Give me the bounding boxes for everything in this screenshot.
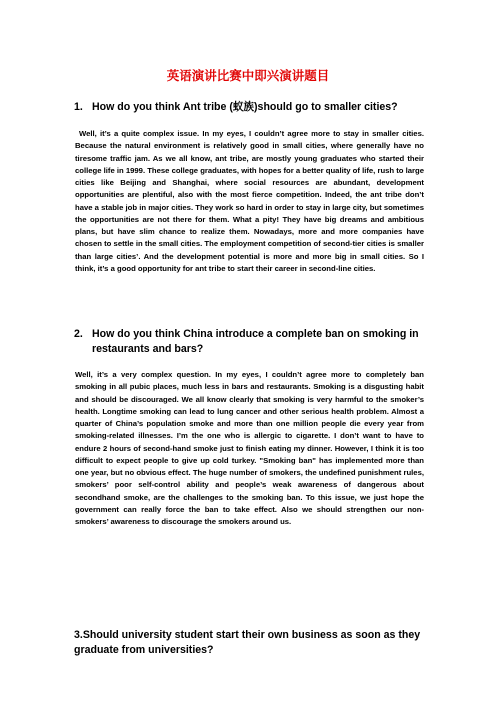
question-2-heading <box>74 327 430 357</box>
document-title: 英语演讲比赛中即兴演讲题目 <box>166 68 330 83</box>
answer-1-paragraph: Well, it’s a quite complex issue. In my eyes, I couldn’t agree more to stay in smaller cities. Because the natural environment is relatively good in small cities, where generally have no tiresome traffic jam. As we all know, ant tribe, are mostly young graduates who started their college life in 1999. These college graduates, with hopes for a better quality of life, rush to large cities like Beijing and Shanghai, where social resources are abundant, development opportunities are plentiful, also with the most fierce competition. Indeed, the ant tribe don’t have a stable job in major cities. They work so hard in order to stay in large city, but sometimes the opportunities are not there for them. What a pity! They have big dreams and ambitious plans, but have slim chance to realize them. Nowadays, more and more companies have chosen to settle in the small cities. The employment competition of second-tier cities is smaller than large cities’. And the development potential is more and more big in small cities. So I think, it’s a good opportunity for ant tribe to start their career in second-line cities. <box>75 129 425 273</box>
question-2-number: 2. <box>74 328 83 340</box>
question-1-text: How do you think Ant tribe (蚁族)should go to smaller cities? <box>92 101 398 113</box>
answer-2-paragraph: Well, it’s a very complex question. In my eyes, I couldn’t agree more to completely ban smoking in all pubic places, much less in bars and restaurants. Smoking is a disgusting habit and should be discouraged. We all know clearly that smoking is very harmful to the smoker’s health. Longtime smoking can lead to lung cancer and other serious health problem. Almost a quarter of China’s population smoke and more than one million people die every year from smoking-related illnesses. I’m the one who is allergic to cigarette. I don’t want to have to endure 2 hours of second-hand smoke just to finish eating my dinner. However, I think it is too difficult to expect people to give up cold turkey. "Smoking ban" has implemented more than one year, but no obvious effect. The huge number of smokers, the undefined punishment rules, smokers’ poor self-control ability and people’s weak awareness of dangerous about secondhand smoke, are the challenges to the smoking ban. To this issue, we just hope the government can really force the ban to take effect. Also we should strengthen our non-smokers’ awareness to discourage the smokers around us. <box>75 370 424 526</box>
question-1-number: 1. <box>74 101 83 113</box>
question-1-heading <box>74 100 430 115</box>
question-3-heading: 3.Should university student start their own business as soon as they graduate from universities? <box>74 629 421 656</box>
question-2-text: How do you think China introduce a complete ban on smoking in restaurants and bars? <box>92 328 419 355</box>
